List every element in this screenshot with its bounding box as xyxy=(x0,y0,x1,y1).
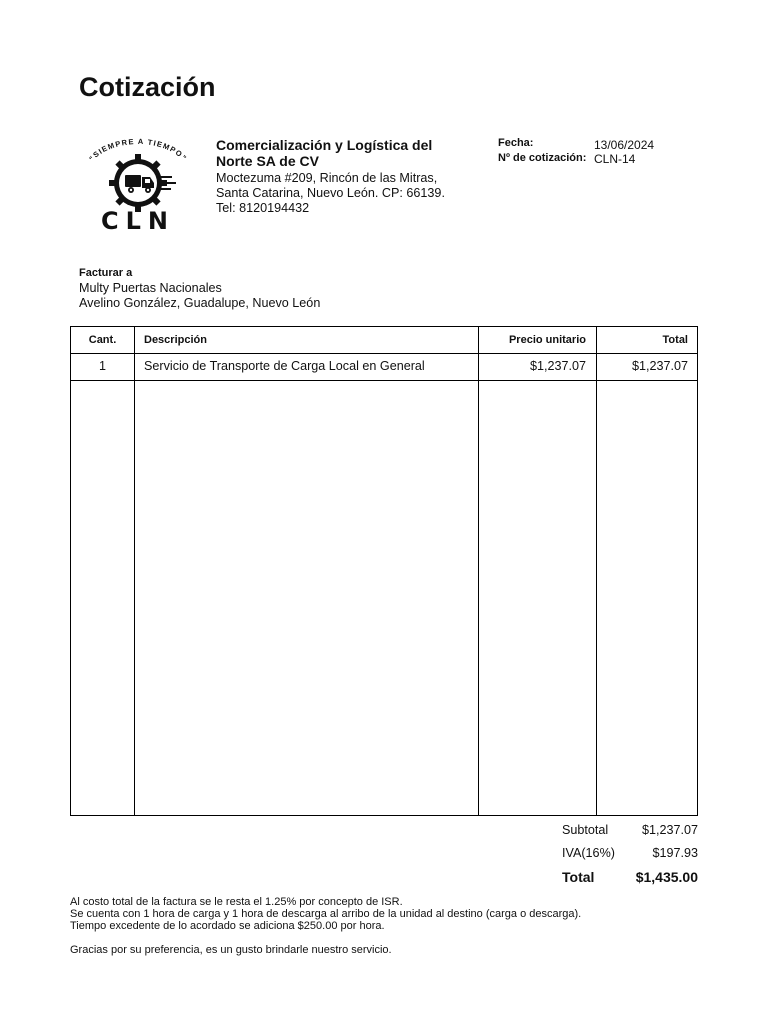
bill-to-address: Avelino González, Guadalupe, Nuevo León xyxy=(79,296,321,310)
header-total: Total xyxy=(662,334,688,346)
company-address: Moctezuma #209, Rincón de las Mitras, Santa Catarina, Nuevo León. CP: 66139. Tel: 8120194432 xyxy=(216,171,445,215)
column-divider xyxy=(596,327,597,815)
header-unit-price: Precio unitario xyxy=(508,334,586,346)
logo-slogan: “SIEMPRE A TIEMPO” xyxy=(87,136,189,163)
row-qty: 1 xyxy=(98,359,106,373)
note-load-time: Se cuenta con 1 hora de carga y 1 hora de descarga al arribo de la unidad al destino (carga o descarga). xyxy=(70,908,582,920)
header-divider xyxy=(71,353,697,354)
company-name: Comercialización y Logística del Norte SA de CV xyxy=(216,137,433,169)
row-unit-price: $1,237.07 xyxy=(529,359,586,373)
column-divider xyxy=(134,327,135,815)
grand-total-label: Total xyxy=(562,869,595,885)
cln-logo xyxy=(82,136,194,234)
iva-value: $197.93 xyxy=(652,846,698,860)
document-title: Cotización xyxy=(79,72,216,102)
row-total: $1,237.07 xyxy=(631,359,688,373)
subtotal-value: $1,237.07 xyxy=(641,823,698,837)
column-divider xyxy=(478,327,479,815)
header-qty: Cant. xyxy=(88,334,117,346)
iva-label: IVA(16%) xyxy=(562,846,615,860)
thanks-message: Gracias por su preferencia, es un gusto brindarle nuestro servicio. xyxy=(70,944,392,956)
header-description: Descripción xyxy=(144,334,207,346)
logo-letters: CLN xyxy=(101,207,175,234)
quote-number-value: CLN-14 xyxy=(594,152,636,166)
row-description: Servicio de Transporte de Carga Local en General xyxy=(144,359,425,373)
row-divider xyxy=(71,380,697,381)
grand-total-value: $1,435.00 xyxy=(635,869,698,885)
subtotal-label: Subtotal xyxy=(562,823,609,837)
note-extra-time: Tiempo excedente de lo acordado se adiciona $250.00 por hora. xyxy=(70,920,385,932)
date-label: Fecha: xyxy=(498,137,534,149)
quote-number-label: Nº de cotización: xyxy=(498,152,587,164)
company-phone: Tel: 8120194432 xyxy=(216,201,310,215)
bill-to-label: Facturar a xyxy=(79,267,133,279)
items-table xyxy=(70,326,698,816)
date-value: 13/06/2024 xyxy=(594,138,655,152)
note-isr: Al costo total de la factura se le resta el 1.25% por concepto de ISR. xyxy=(70,896,403,908)
bill-to-name: Multy Puertas Nacionales xyxy=(79,281,222,295)
